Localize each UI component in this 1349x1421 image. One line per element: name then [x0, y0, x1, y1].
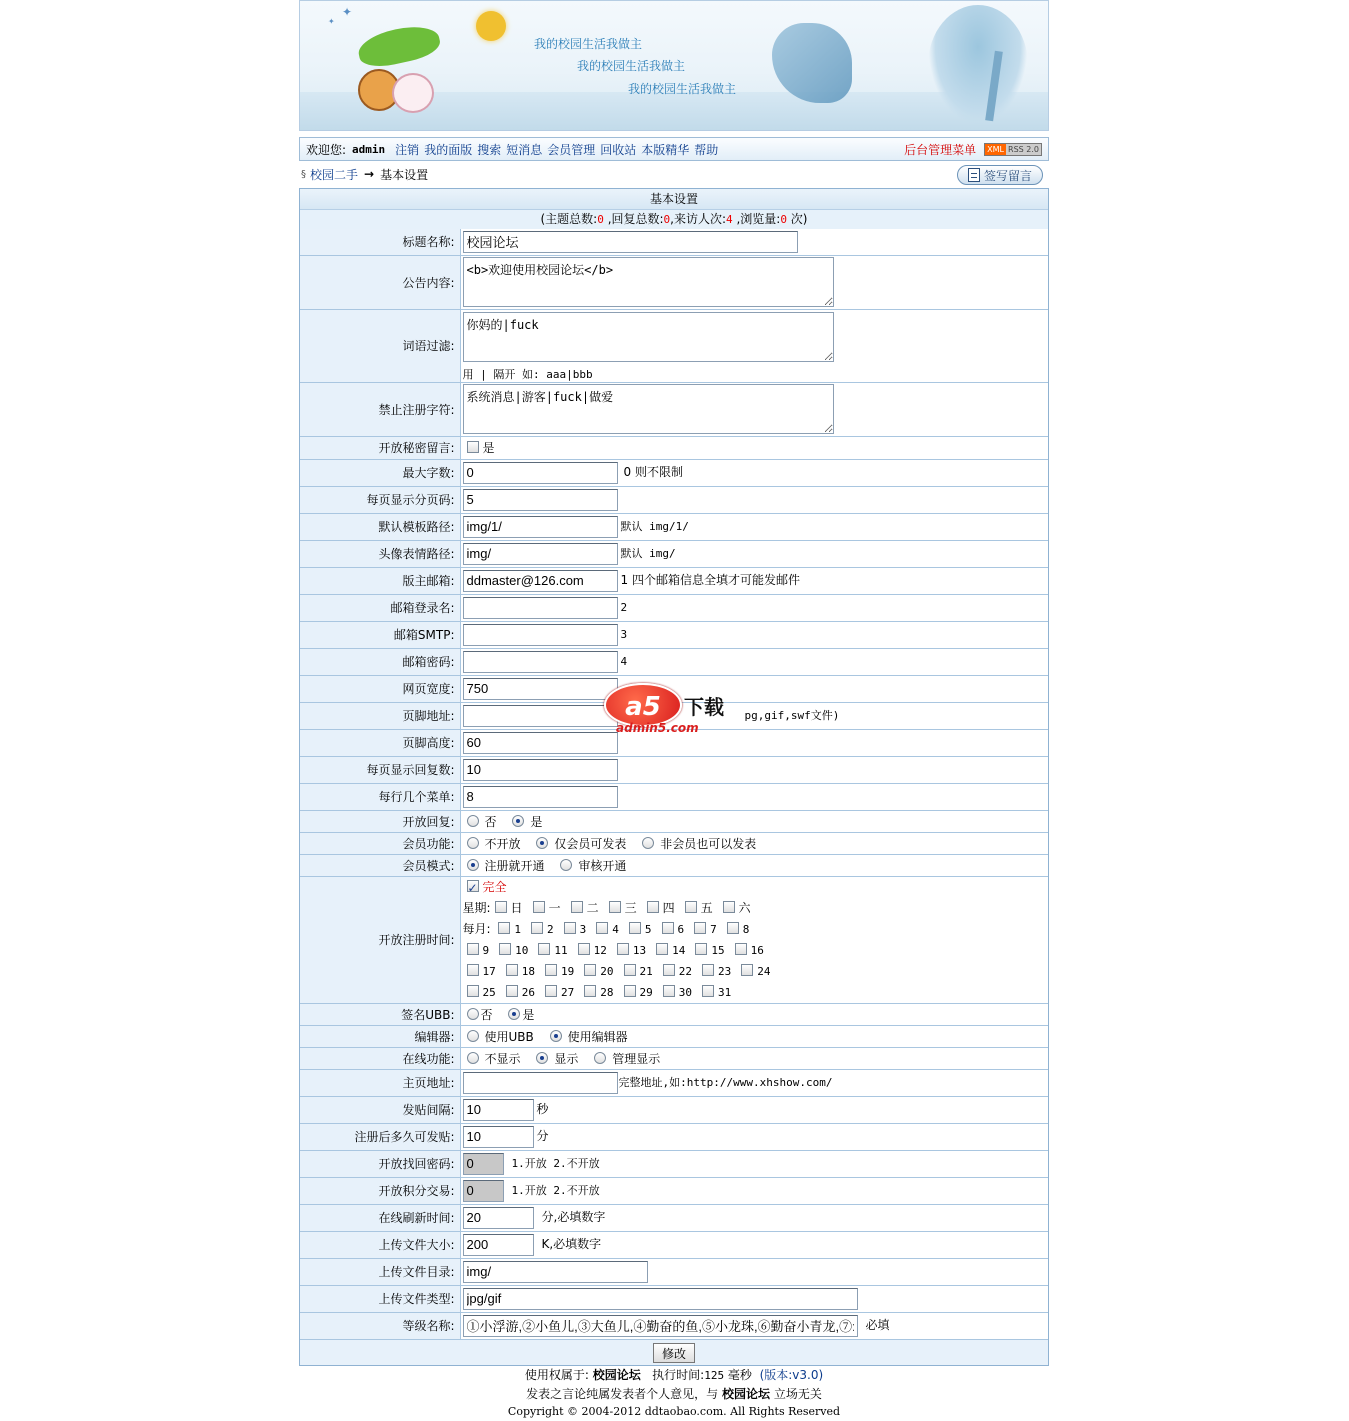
field-label: 每行几个菜单: — [300, 783, 460, 810]
register-open-radio[interactable] — [467, 859, 479, 871]
settings-panel — [299, 188, 1049, 1366]
register-wait-unit: 分 — [536, 1129, 549, 1143]
help-link[interactable]: 帮助 — [694, 142, 719, 157]
row-post-interval — [300, 1096, 1048, 1123]
field-label: 邮箱SMTP: — [300, 621, 460, 648]
row-refresh — [300, 1204, 1048, 1231]
row-reg-time — [300, 876, 1048, 1003]
field-label: 注册后多久可发贴: — [300, 1123, 460, 1150]
field-label: 上传文件类型: — [300, 1285, 460, 1312]
row-page-size — [300, 486, 1048, 513]
password-recovery-input[interactable] — [463, 1153, 504, 1175]
welcome-label: 欢迎您: — [306, 142, 347, 157]
forum-stats — [300, 210, 1048, 229]
radio-label: 使用UBB — [484, 1029, 534, 1044]
row-homepage — [300, 1069, 1048, 1096]
replies-per-page-input[interactable] — [463, 759, 618, 781]
field-label: 词语过滤: — [300, 309, 460, 382]
post-interval-unit: 秒 — [536, 1102, 549, 1116]
star-icon: ✦ — [342, 5, 353, 19]
row-secret — [300, 436, 1048, 459]
moon-image — [476, 11, 506, 41]
banner-slogan: 我的校园生活我做主 — [534, 37, 643, 51]
field-label: 公告内容: — [300, 255, 460, 309]
month-day-row — [463, 961, 1049, 982]
field-label: 主页地址: — [300, 1069, 460, 1096]
month-day-label: 12 — [593, 943, 607, 957]
row-smtp — [300, 621, 1048, 648]
full-option — [463, 877, 1049, 898]
month-day-label: 19 — [561, 964, 575, 978]
field-label: 网页宽度: — [300, 675, 460, 702]
month-day-row — [463, 940, 1049, 961]
weekday-label: 日 — [510, 900, 523, 915]
rock-image — [772, 23, 852, 103]
rss-xml-label: XML — [987, 144, 1005, 154]
month-day-checkbox[interactable] — [499, 943, 511, 955]
month-day-label: 5 — [644, 922, 652, 936]
weekday-checkbox[interactable] — [647, 901, 659, 913]
row-face-path — [300, 540, 1048, 567]
month-day-label: 29 — [639, 985, 653, 999]
banned-chars-textarea[interactable] — [463, 384, 834, 434]
month-day-checkbox[interactable] — [617, 943, 629, 955]
field-label: 每页显示回复数: — [300, 756, 460, 783]
page-footer — [299, 1366, 1049, 1421]
register-wait-input[interactable] — [463, 1126, 534, 1148]
footer-disclaimer-tail: 立场无关 — [773, 1387, 822, 1401]
row-notice — [300, 255, 1048, 309]
field-label: 开放注册时间: — [300, 876, 460, 1003]
full-time-label: 完全 — [482, 879, 507, 894]
willow-tree-image — [928, 5, 1028, 125]
weekday-checkbox[interactable] — [495, 901, 507, 913]
row-maxchars — [300, 459, 1048, 486]
row-title-name — [300, 229, 1048, 255]
month-day-label: 31 — [718, 985, 732, 999]
notice-textarea[interactable] — [463, 257, 834, 307]
use-editor-radio[interactable] — [550, 1030, 562, 1042]
sign-ubb-yes-radio[interactable] — [508, 1008, 520, 1020]
panel-header — [300, 189, 1048, 229]
weekday-checkbox[interactable] — [533, 901, 545, 913]
face-path-hint: 默认 img/ — [620, 547, 676, 560]
radio-label: 不开放 — [484, 836, 521, 851]
secret-message-checkbox[interactable] — [467, 441, 479, 453]
field-label: 邮箱密码: — [300, 648, 460, 675]
banner-slogan: 我的校园生活我做主 — [577, 59, 686, 73]
upload-type-input[interactable] — [463, 1288, 858, 1310]
field-label: 在线刷新时间: — [300, 1204, 460, 1231]
max-chars-input[interactable] — [463, 462, 618, 484]
radio-label: 非会员也可以发表 — [660, 836, 757, 851]
field-label: 开放回复: — [300, 810, 460, 832]
online-hide-radio[interactable] — [467, 1052, 479, 1064]
month-day-checkbox[interactable] — [506, 985, 518, 997]
month-label: 每月: — [462, 921, 491, 936]
month-day-label: 4 — [612, 922, 619, 936]
row-open-reply — [300, 810, 1048, 832]
month-day-label: 21 — [639, 964, 653, 978]
row-mail — [300, 567, 1048, 594]
field-label: 禁止注册字符: — [300, 382, 460, 436]
month-day-checkbox[interactable] — [578, 943, 590, 955]
month-day-checkbox[interactable] — [624, 985, 636, 997]
breadcrumb-current: 基本设置 — [380, 167, 429, 182]
title-name-input[interactable] — [463, 231, 798, 253]
month-day-checkbox[interactable] — [663, 985, 675, 997]
field-label: 邮箱登录名: — [300, 594, 460, 621]
stats-visitors-value: 4 — [726, 213, 733, 226]
row-reg-wait — [300, 1123, 1048, 1150]
footer-owner-label: 使用权属于: — [524, 1368, 589, 1382]
radio-label: 显示 — [554, 1051, 579, 1066]
month-day-checkbox[interactable] — [702, 985, 714, 997]
field-label: 在线功能: — [300, 1047, 460, 1069]
top-menu-bar — [299, 137, 1049, 161]
footer-exec-unit: 毫秒 — [727, 1368, 752, 1382]
radio-label: 管理显示 — [612, 1051, 661, 1066]
row-pw-recover — [300, 1150, 1048, 1177]
submit-button[interactable]: 修改 — [653, 1343, 695, 1363]
open-reply-no-radio[interactable] — [467, 815, 479, 827]
radio-label: 审核开通 — [578, 858, 627, 873]
month-day-checkbox[interactable] — [564, 922, 576, 934]
template-path-input[interactable] — [463, 516, 618, 538]
settings-form — [300, 229, 1048, 1365]
member-closed-radio[interactable] — [467, 837, 479, 849]
member-admin-link[interactable]: 会员管理 — [547, 142, 596, 157]
footer-disclaimer: 发表之言论纯属发表者个人意见，与 — [526, 1387, 719, 1401]
month-day-label: 22 — [678, 964, 692, 978]
month-day-label: 1 — [514, 922, 521, 936]
month-day-checkbox[interactable] — [735, 943, 747, 955]
radio-label: 否 — [480, 1007, 493, 1022]
breadcrumb — [299, 162, 1049, 186]
month-day-label: 25 — [482, 985, 496, 999]
row-upload-size — [300, 1231, 1048, 1258]
field-label: 默认模板路径: — [300, 513, 460, 540]
breadcrumb-arrow-icon: → — [364, 167, 375, 181]
mail-login-input[interactable] — [463, 597, 618, 619]
radio-label: 是 — [522, 1007, 535, 1022]
row-sign-ubb — [300, 1003, 1048, 1025]
row-menu-per-row — [300, 783, 1048, 810]
month-day-checkbox[interactable] — [596, 922, 608, 934]
footer-exec-label: 执行时间: — [652, 1368, 705, 1382]
month-day-label: 30 — [678, 985, 692, 999]
site-banner — [299, 0, 1049, 131]
page-width-input[interactable] — [463, 678, 618, 700]
month-day-checkbox[interactable] — [531, 922, 543, 934]
refresh-time-hint: 分,必填数字 — [541, 1210, 606, 1224]
month-day-checkbox[interactable] — [656, 943, 668, 955]
footer-forum-name: 校园论坛 — [592, 1368, 641, 1382]
stats-views-label: ,浏览量: — [736, 212, 781, 226]
month-day-label: 24 — [757, 964, 771, 978]
row-upload-type — [300, 1285, 1048, 1312]
month-day-label: 10 — [515, 943, 529, 957]
mail-login-hint: 2 — [620, 601, 628, 614]
row-submit — [300, 1339, 1048, 1365]
footer-address-hint: pg,gif,swf文件) — [744, 709, 840, 722]
row-filter — [300, 309, 1048, 382]
month-day-checkbox[interactable] — [702, 964, 714, 976]
smtp-hint: 3 — [620, 628, 628, 641]
row-member-func — [300, 832, 1048, 854]
field-label: 开放找回密码: — [300, 1150, 460, 1177]
field-label: 会员模式: — [300, 854, 460, 876]
month-day-row — [463, 982, 1049, 1003]
month-day-label: 20 — [600, 964, 614, 978]
non-member-radio[interactable] — [642, 837, 654, 849]
page-size-input[interactable] — [463, 489, 618, 511]
password-recovery-hint: 1.开放 2.不开放 — [511, 1157, 600, 1170]
field-label: 等级名称: — [300, 1312, 460, 1339]
row-member-mode — [300, 854, 1048, 876]
month-day-checkbox[interactable] — [545, 985, 557, 997]
month-day-label: 17 — [482, 964, 496, 978]
month-day-checkbox[interactable] — [624, 964, 636, 976]
radio-label: 不显示 — [484, 1051, 521, 1066]
word-filter-textarea[interactable] — [463, 312, 834, 362]
filter-hint: 用 | 隔开 如: aaa|bbb — [462, 367, 593, 381]
mascot-image — [392, 73, 434, 113]
use-ubb-radio[interactable] — [467, 1030, 479, 1042]
field-label: 上传文件目录: — [300, 1258, 460, 1285]
review-open-radio[interactable] — [560, 859, 572, 871]
weekday-label: 一 — [548, 900, 561, 915]
month-day-label: 23 — [718, 964, 732, 978]
weekday-checkbox[interactable] — [723, 901, 735, 913]
max-chars-hint: 0 则不限制 — [623, 465, 683, 479]
field-label: 上传文件大小: — [300, 1231, 460, 1258]
month-day-checkbox[interactable] — [467, 943, 479, 955]
month-day-checkbox[interactable] — [663, 964, 675, 976]
month-day-checkbox[interactable] — [662, 922, 674, 934]
field-label: 编辑器: — [300, 1025, 460, 1047]
my-panel-link[interactable]: 我的面版 — [424, 142, 473, 157]
post-interval-input[interactable] — [463, 1099, 534, 1121]
smtp-input[interactable] — [463, 624, 618, 646]
month-day-checkbox[interactable] — [741, 964, 753, 976]
month-day-checkbox[interactable] — [584, 985, 596, 997]
online-show-radio[interactable] — [536, 1052, 548, 1064]
homepage-hint: 完整地址,如:http://www.xhshow.com/ — [618, 1076, 833, 1089]
footer-forum-name: 校园论坛 — [721, 1387, 770, 1401]
weekday-checkbox[interactable] — [609, 901, 621, 913]
search-link[interactable]: 搜索 — [477, 142, 502, 157]
month-day-label: 8 — [742, 922, 750, 936]
admin-menu-link[interactable]: 后台管理菜单 — [904, 142, 977, 157]
section-mark: § — [301, 168, 306, 180]
footer-copyright: Copyright © 2004-2012 ddtaobao.com. All Rights Reserved — [507, 1405, 841, 1418]
face-path-input[interactable] — [463, 543, 618, 565]
full-time-checkbox[interactable] — [467, 880, 479, 892]
month-day-label: 18 — [521, 964, 535, 978]
month-day-label: 7 — [710, 922, 717, 936]
footer-line-2 — [299, 1385, 1049, 1403]
row-editor — [300, 1025, 1048, 1047]
row-mail-pass — [300, 648, 1048, 675]
watermark-logo — [604, 683, 744, 737]
field-label: 开放秘密留言: — [300, 436, 460, 459]
stats-tail: 次) — [790, 212, 808, 226]
level-names-input[interactable] — [463, 1315, 858, 1337]
member-only-radio[interactable] — [536, 837, 548, 849]
month-day-checkbox[interactable] — [545, 964, 557, 976]
month-day-checkbox[interactable] — [695, 943, 707, 955]
stats-replies-label: ,回复总数: — [607, 212, 664, 226]
weekday-label: 二 — [586, 900, 599, 915]
sign-ubb-no-radio[interactable] — [467, 1008, 479, 1020]
write-message-button[interactable] — [957, 165, 1043, 185]
homepage-input[interactable] — [463, 1072, 618, 1094]
field-label: 最大字数: — [300, 459, 460, 486]
mail-password-input[interactable] — [463, 651, 618, 673]
username: admin — [352, 142, 386, 156]
featured-link[interactable]: 本版精华 — [641, 142, 690, 157]
row-levels — [300, 1312, 1048, 1339]
row-tpl-path — [300, 513, 1048, 540]
row-points-trade — [300, 1177, 1048, 1204]
weekday-label: 五 — [700, 900, 713, 915]
leaf-image — [355, 21, 442, 71]
moderator-email-input[interactable] — [463, 570, 618, 592]
month-day-checkbox[interactable] — [694, 922, 706, 934]
field-label: 页脚高度: — [300, 729, 460, 756]
row-mail-user — [300, 594, 1048, 621]
online-admin-radio[interactable] — [594, 1052, 606, 1064]
stats-topics-value: 0 — [597, 213, 604, 226]
weekday-label: 三 — [624, 900, 637, 915]
upload-size-input[interactable] — [463, 1234, 534, 1256]
month-day-checkbox[interactable] — [467, 985, 479, 997]
field-label: 页脚地址: — [300, 702, 460, 729]
month-days — [463, 919, 1049, 1003]
breadcrumb-board-link[interactable]: 校园二手 — [310, 167, 359, 182]
points-trade-input[interactable] — [463, 1180, 504, 1202]
weekday-label: 六 — [738, 900, 751, 915]
stats-topics-label: (主题总数: — [540, 212, 598, 226]
radio-label: 仅会员可发表 — [554, 836, 627, 851]
month-day-checkbox[interactable] — [498, 922, 510, 934]
month-day-checkbox[interactable] — [727, 922, 739, 934]
month-day-label: 16 — [750, 943, 764, 957]
points-trade-hint: 1.开放 2.不开放 — [511, 1184, 600, 1197]
month-day-label: 27 — [561, 985, 575, 999]
month-day-label: 2 — [547, 922, 554, 936]
panel-title: 基本设置 — [300, 189, 1048, 210]
month-day-label: 26 — [521, 985, 535, 999]
month-day-label: 6 — [677, 922, 685, 936]
footer-exec-time: 125 — [704, 1369, 725, 1382]
row-reply-per-page — [300, 756, 1048, 783]
write-message-label: 签写留言 — [983, 168, 1032, 183]
footer-version-link[interactable]: (版本:v3.0) — [759, 1368, 824, 1382]
logout-link[interactable]: 注销 — [395, 142, 420, 157]
month-day-checkbox[interactable] — [584, 964, 596, 976]
row-banned — [300, 382, 1048, 436]
month-day-label: 28 — [600, 985, 614, 999]
month-day-label: 11 — [554, 943, 568, 957]
messages-link[interactable]: 短消息 — [506, 142, 543, 157]
stats-views-value: 0 — [780, 213, 787, 226]
radio-label: 是 — [530, 814, 543, 829]
upload-size-hint: K,必填数字 — [541, 1237, 602, 1251]
footer-height-input[interactable] — [463, 732, 618, 754]
watermark-domain: admin5.com — [616, 721, 699, 735]
weekday-row — [463, 898, 1049, 919]
stats-replies-value: 0 — [663, 213, 671, 226]
star-icon: ✦ — [328, 17, 335, 26]
menus-per-row-input[interactable] — [463, 786, 618, 808]
month-day-label: 3 — [579, 922, 587, 936]
weekday-label: 四 — [662, 900, 675, 915]
watermark-text: 下载 — [684, 695, 724, 719]
open-reply-yes-radio[interactable] — [512, 815, 524, 827]
field-label: 版主邮箱: — [300, 567, 460, 594]
mail-password-hint: 4 — [620, 655, 628, 668]
field-label: 头像表情路径: — [300, 540, 460, 567]
refresh-time-input[interactable] — [463, 1207, 534, 1229]
field-label: 签名UBB: — [300, 1003, 460, 1025]
upload-dir-input[interactable] — [463, 1261, 648, 1283]
recycle-bin-link[interactable]: 回收站 — [600, 142, 637, 157]
footer-line-1 — [299, 1366, 1049, 1385]
radio-label: 使用编辑器 — [567, 1029, 628, 1044]
radio-label: 否 — [484, 814, 497, 829]
email-hint: 1 四个邮箱信息全填才可能发邮件 — [620, 573, 800, 587]
banner-slogan: 我的校园生活我做主 — [628, 82, 737, 96]
month-day-label: 9 — [482, 943, 490, 957]
rss-version-label: RSS 2.0 — [1008, 144, 1039, 154]
watermark-a5-mark: a5 — [604, 683, 682, 727]
row-online — [300, 1047, 1048, 1069]
document-icon — [968, 168, 980, 182]
field-label: 发贴间隔: — [300, 1096, 460, 1123]
field-label: 标题名称: — [300, 229, 460, 255]
month-day-checkbox[interactable] — [629, 922, 641, 934]
stats-visitors-label: ,来访人次: — [670, 212, 727, 226]
rss-badge[interactable] — [984, 143, 1042, 156]
template-path-hint: 默认 img/1/ — [620, 520, 689, 533]
month-day-checkbox[interactable] — [467, 964, 479, 976]
field-label: 开放积分交易: — [300, 1177, 460, 1204]
secret-option-label: 是 — [482, 441, 495, 455]
row-upload-dir — [300, 1258, 1048, 1285]
field-label: 每页显示分页码: — [300, 486, 460, 513]
level-names-hint: 必填 — [865, 1318, 890, 1332]
radio-label: 注册就开通 — [484, 858, 545, 873]
month-day-label: 15 — [711, 943, 725, 957]
weekday-checkbox[interactable] — [685, 901, 697, 913]
month-day-label: 13 — [632, 943, 647, 957]
month-day-checkbox[interactable] — [506, 964, 518, 976]
week-label: 星期: — [462, 900, 491, 915]
weekday-checkbox[interactable] — [571, 901, 583, 913]
field-label: 会员功能: — [300, 832, 460, 854]
footer-address-input[interactable] — [463, 705, 618, 727]
month-day-label: 14 — [672, 943, 686, 957]
month-day-checkbox[interactable] — [538, 943, 550, 955]
